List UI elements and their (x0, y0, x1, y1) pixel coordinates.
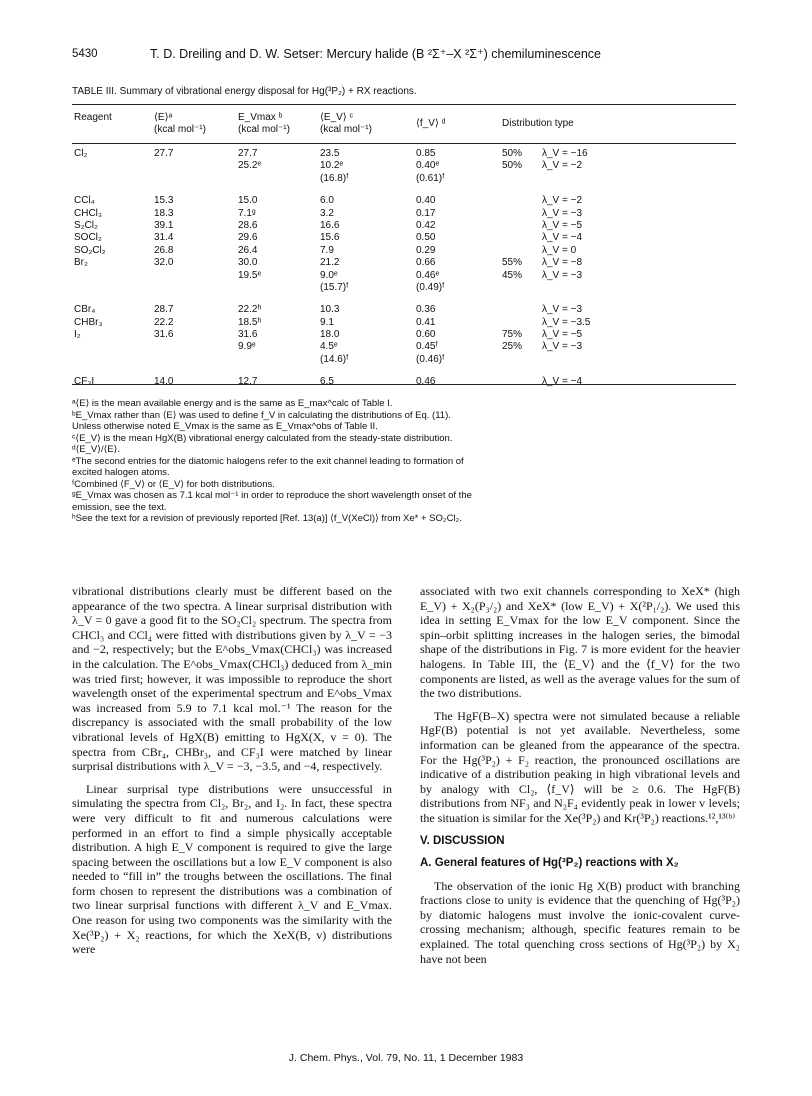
table-cell: 9.0ᵉ (320, 269, 338, 281)
table-cell (502, 173, 542, 185)
table-cell: SOCl₂ (74, 232, 102, 244)
footnote: ᵃ⟨E⟩ is the mean available energy and is the same as E_max^calc of Table I. (72, 398, 393, 409)
footnote: ᵇE_Vmax rather than ⟨E⟩ was used to define f_V in calculating the distributions of Eq. (11). (72, 409, 451, 421)
table-cell: 0.60 (416, 329, 436, 341)
paragraph: Linear surprisal type distributions were unsuccessful in simulating the spectra from Cl₂, Br₂, and I₂. In fact, these spectra were very difficult to fit and numerous calculations were performed in an effort to find a simple physically acceptable distribution. A high E_V component is required to give the large spacing between the oscillations but a low E_V component is also needed to “fill in” the troughs between the oscillations. The final form chosen to represent the distributions was a combination of two linear surprisal functions with different λ_V and E_Vmax. One reason for using two components was the similarity with the Xe(³P₂) + X₂ reactions, for which the XeX(B, v) distributions were (72, 781, 392, 957)
table-row (72, 148, 736, 160)
footnote: emission, see the text. (72, 501, 167, 513)
table-cell: 10.3 (320, 304, 340, 316)
table-cell: 6.0 (320, 195, 334, 207)
table-cell: Cl₂ (74, 148, 88, 159)
table-cell: 9.9ᵉ (238, 341, 256, 353)
table-cell: 14.0 (154, 376, 174, 388)
data-table (72, 112, 736, 389)
table-cell: λ_V = −4 (542, 376, 583, 388)
table-cell: 3.2 (320, 207, 334, 219)
header-fv: ⟨f_V⟩ ᵈ (416, 118, 446, 129)
table-cell: 12.7 (238, 376, 258, 388)
table-cell (148, 282, 230, 294)
table-row (72, 294, 736, 304)
table-cell: 18.3 (154, 207, 174, 219)
table-cell (148, 354, 230, 366)
table-cell (502, 304, 542, 316)
table-cell: 50% (502, 160, 523, 172)
running-title: T. D. Dreiling and D. W. Setser: Mercury halide (B ²Σ⁺–X ²Σ⁺) chemiluminescence (150, 47, 602, 61)
table-cell: 9.1 (320, 316, 334, 328)
table-cell (502, 317, 542, 329)
table-cell: λ_V = −3 (542, 269, 583, 281)
table-cell (502, 232, 542, 244)
footnote: ᵍE_Vmax was chosen as 7.1 kcal mol⁻¹ in order to reproduce the short wavelength onset of the (72, 490, 472, 501)
table-row (72, 270, 736, 282)
header-emax: E_Vmax ᵇ (kcal mol⁻¹) (238, 112, 290, 135)
table-cell: CF₃I (74, 376, 95, 388)
footnote: excited halogen atoms. (72, 467, 170, 478)
journal-footer: J. Chem. Phys., Vol. 79, No. 11, 1 December 1983 (288, 1052, 524, 1064)
table-cell (502, 195, 542, 207)
table-cell: λ_V = −8 (542, 257, 583, 269)
table-cell: λ_V = 0 (542, 244, 577, 256)
table-cell: (15.7)ᶠ (320, 281, 349, 293)
table-cell: 26.4 (238, 244, 258, 256)
table-cell: 18.5ʰ (238, 316, 262, 328)
table-cell (230, 354, 316, 366)
table-cell (72, 354, 148, 366)
table-cell: λ_V = −3.5 (542, 316, 591, 328)
table-cell: 27.7 (154, 148, 174, 159)
table-cell: 31.6 (154, 329, 174, 341)
table-cell: (16.8)ᶠ (320, 172, 349, 184)
table-cell: λ_V = −5 (542, 219, 583, 231)
table-row (72, 160, 736, 172)
footnote: ᵈ⟨E_V⟩/⟨E⟩. (72, 444, 120, 455)
table-cell: 0.66 (416, 257, 436, 269)
table-cell: λ_V = −4 (542, 232, 583, 244)
table-cell: 55% (502, 257, 523, 269)
table-cell: 31.4 (154, 232, 174, 244)
table-cell: 22.2ʰ (238, 304, 262, 316)
table-cell: 23.5 (320, 148, 340, 159)
table-cell: 27.7 (238, 148, 258, 159)
table-cell: CBr₄ (74, 304, 96, 316)
paragraph: associated with two exit channels corresponding to XeX* (high E_V) + X₂(P₃/₂) and XeX* (low E_V) + X(²P₁/₂). We used this idea in setting E_Vmax for the low E_V component. Since the spin–orbit splitting increases in the halogen series, the bimodal shape of the distributions in Fig. 7 is more evident for the heavier halogens. In Table III, the ⟨E_V⟩ and the ⟨f_V⟩ for the two components are listed, as well as the average values for the sum of the two distributions. (420, 584, 740, 701)
table-cell: λ_V = −3 (542, 341, 583, 353)
table-cell: 31.6 (238, 329, 258, 341)
table-cell (72, 160, 148, 172)
table-cell: S₂Cl₂ (74, 219, 98, 231)
table-cell: λ_V = −3 (542, 304, 583, 316)
table-cell: 15.6 (320, 232, 340, 244)
table-cell (230, 282, 316, 294)
table-cell: 16.6 (320, 219, 340, 231)
table-cell: 6.5 (320, 376, 334, 388)
table-cell: I₂ (74, 329, 81, 341)
table-cell: λ_V = −2 (542, 195, 583, 207)
table-cell: 45% (502, 269, 523, 281)
table-cell (148, 341, 230, 353)
table-footnotes (72, 398, 736, 525)
table-cell (72, 282, 148, 294)
table-cell (230, 173, 316, 185)
table-bottom-rule (72, 384, 736, 385)
footnote: ʰSee the text for a revision of previously reported [Ref. 13(a)] ⟨f_V(XeCl)⟩ from Xe* + SO₂Cl₂. (72, 513, 462, 524)
table-cell: 25% (502, 341, 523, 353)
table-cell: SO₂Cl₂ (74, 244, 106, 256)
table-cell: 0.41 (416, 316, 436, 328)
table-cell: 75% (502, 329, 523, 341)
table-cell (72, 270, 148, 282)
table-cell: 32.0 (154, 257, 174, 269)
table-cell (502, 208, 542, 220)
table-cell: 22.2 (154, 316, 174, 328)
table-cell (148, 160, 230, 172)
table-cell: λ_V = −3 (542, 207, 583, 219)
section-heading: V. DISCUSSION (420, 834, 505, 847)
table-row (72, 173, 736, 185)
table-cell (542, 173, 662, 185)
table-cell: 4.5ᵉ (320, 341, 338, 353)
table-row (72, 208, 736, 220)
table-cell: 0.40 (416, 195, 436, 207)
table-cell (72, 341, 148, 353)
table-cell: 7.9 (320, 244, 334, 256)
table-cell: 28.7 (154, 304, 174, 316)
table-row (72, 366, 736, 376)
table-row (72, 329, 736, 341)
paragraph: The HgF(B–X) spectra were not simulated because a reliable HgF(B) potential is not yet available. Nevertheless, some information can be gleaned from the appearance of the spectra. For the Hg(³P₂) + F₂ reaction, the pronounced oscillations are indicative of a distribution peaking in high vibrational levels and by analogy with Cl₂, ⟨f_V⟩ will be ≥ 0.6. The HgF(B) distributions from NF₃ and N₂F₄ evidently peak in lower v levels; the situation is similar for the Xe(³P₂) and Kr(³P₂) reactions.¹²,¹³⁽ᵇ⁾ (420, 708, 740, 825)
table-cell: 0.42 (416, 219, 436, 231)
table-caption: TABLE III. Summary of vibrational energy disposal for Hg(³P₂) + RX reactions. (72, 86, 417, 97)
table-row (72, 195, 736, 207)
table-row (72, 232, 736, 244)
table-cell: CHBr₃ (74, 316, 103, 328)
table-cell (502, 245, 542, 257)
table-cell: (0.49)ᶠ (416, 281, 445, 293)
table-header-rule (72, 143, 736, 144)
header-reagent: Reagent (74, 112, 112, 123)
table-cell: CHCl₃ (74, 207, 102, 219)
table-cell: 26.8 (154, 244, 174, 256)
table-cell: 0.46 (416, 376, 436, 388)
table-cell: 0.29 (416, 244, 436, 256)
table-cell: 10.2ᵉ (320, 160, 344, 172)
footnote: ᵉThe second entries for the diatomic halogens refer to the exit channel leading to formation of (72, 455, 464, 467)
table-row (72, 304, 736, 316)
table-cell: (0.46)ᶠ (416, 353, 445, 365)
table-cell (502, 282, 542, 294)
table-cell (502, 220, 542, 232)
right-column (420, 584, 740, 974)
table-cell (148, 173, 230, 185)
table-cell: 25.2ᵉ (238, 160, 262, 172)
table-cell: 39.1 (154, 219, 174, 231)
table-cell: λ_V = −2 (542, 160, 583, 172)
table-cell: 15.0 (238, 195, 258, 207)
table-row (72, 341, 736, 353)
table-cell: λ_V = −5 (542, 329, 583, 341)
footnote: ᶠCombined ⟨F_V⟩ or ⟨E_V⟩ for both distributions. (72, 478, 275, 490)
table-cell: (0.61)ᶠ (416, 172, 445, 184)
table-cell (72, 173, 148, 185)
table-cell: 0.17 (416, 207, 436, 219)
table-cell: 0.85 (416, 148, 436, 159)
table-cell: 18.0 (320, 329, 340, 341)
table-cell: 0.46ᵉ (416, 269, 440, 281)
table-row (72, 317, 736, 329)
table-cell: Br₂ (74, 257, 88, 269)
paragraph: The observation of the ionic Hg X(B) product with branching fractions close to unity is evidence that the quenching of Hg(³P₂) by diatomic halogens must involve the ionic-covalent curve-crossing mechanism; although, specific features remain to be explained. The total quenching cross sections of Hg(³P₂) by X₂ have not been (420, 878, 740, 966)
table-cell: 29.6 (238, 232, 258, 244)
footnote: ᶜ⟨E_V⟩ is the mean HgX(B) vibrational energy calculated from the steady-state distribution. (72, 432, 453, 444)
table-cell: 28.6 (238, 219, 258, 231)
table-cell: 19.5ᵉ (238, 269, 262, 281)
table-top-rule (72, 104, 736, 105)
page-number: 5430 (72, 48, 98, 60)
table-cell: 21.2 (320, 257, 340, 269)
table-cell: 7.1ᵍ (238, 207, 256, 219)
table-row (72, 376, 736, 388)
footnote: Unless otherwise noted E_Vmax is the same as E_Vmax^obs of Table II. (72, 421, 378, 432)
header-ev: ⟨E_V⟩ ᶜ (kcal mol⁻¹) (320, 112, 372, 135)
table-cell: 15.3 (154, 195, 174, 207)
table-cell: 0.50 (416, 232, 436, 244)
table-cell: 30.0 (238, 257, 258, 269)
header-e: ⟨E⟩ᵃ (kcal mol⁻¹) (154, 112, 206, 135)
table-cell: 50% (502, 148, 523, 159)
table-cell: 0.45ᶠ (416, 341, 438, 353)
table-row (72, 185, 736, 195)
table-row (72, 282, 736, 294)
table-row (72, 354, 736, 366)
left-column (72, 584, 392, 965)
table-cell: CCl₄ (74, 195, 95, 207)
table-cell (502, 376, 542, 388)
header-distribution: Distribution type (502, 118, 574, 129)
table-row (72, 220, 736, 232)
table-cell: 0.36 (416, 304, 436, 316)
table-row (72, 257, 736, 269)
table-cell: λ_V = −16 (542, 148, 588, 159)
table-cell: (14.6)ᶠ (320, 353, 349, 365)
subsection-heading: A. General features of Hg(³P₂) reactions with X₂ (420, 857, 679, 870)
table-cell (502, 354, 542, 366)
table-row (72, 245, 736, 257)
table-cell (148, 270, 230, 282)
table-cell (542, 354, 662, 366)
table-cell: 0.40ᵉ (416, 160, 440, 172)
table-body (72, 148, 736, 389)
table-cell (542, 282, 662, 294)
paragraph: vibrational distributions clearly must be different based on the appearance of the two spectra. A linear surprisal distribution with λ_V = 0 gave a good fit to the SO₂Cl₂ spectrum. The spectra from CHCl₃ and CCl₄ were fitted with distributions given by λ_V = −3 and −2, respectively; but the E^obs_Vmax(CHCl₃) was increased in the calculation. The E^obs_Vmax(CHCl₃) deduced from λ_min was tried first; however, it was impossible to reproduce the short wavelength onset of the experimental spectrum and E^obs_Vmax was increased from 5.9 to 7.1 kcal mol.⁻¹ The reason for the discrepancy is associated with the small probability of the low vibrational levels of HgX(B) emitting to HgX(X, v = 0). The spectra from CBr₄, CHBr₃, and CF₃I were matched by linear surprisal distributions with λ_V = −3, −3.5, and −4, respectively. (72, 584, 392, 774)
